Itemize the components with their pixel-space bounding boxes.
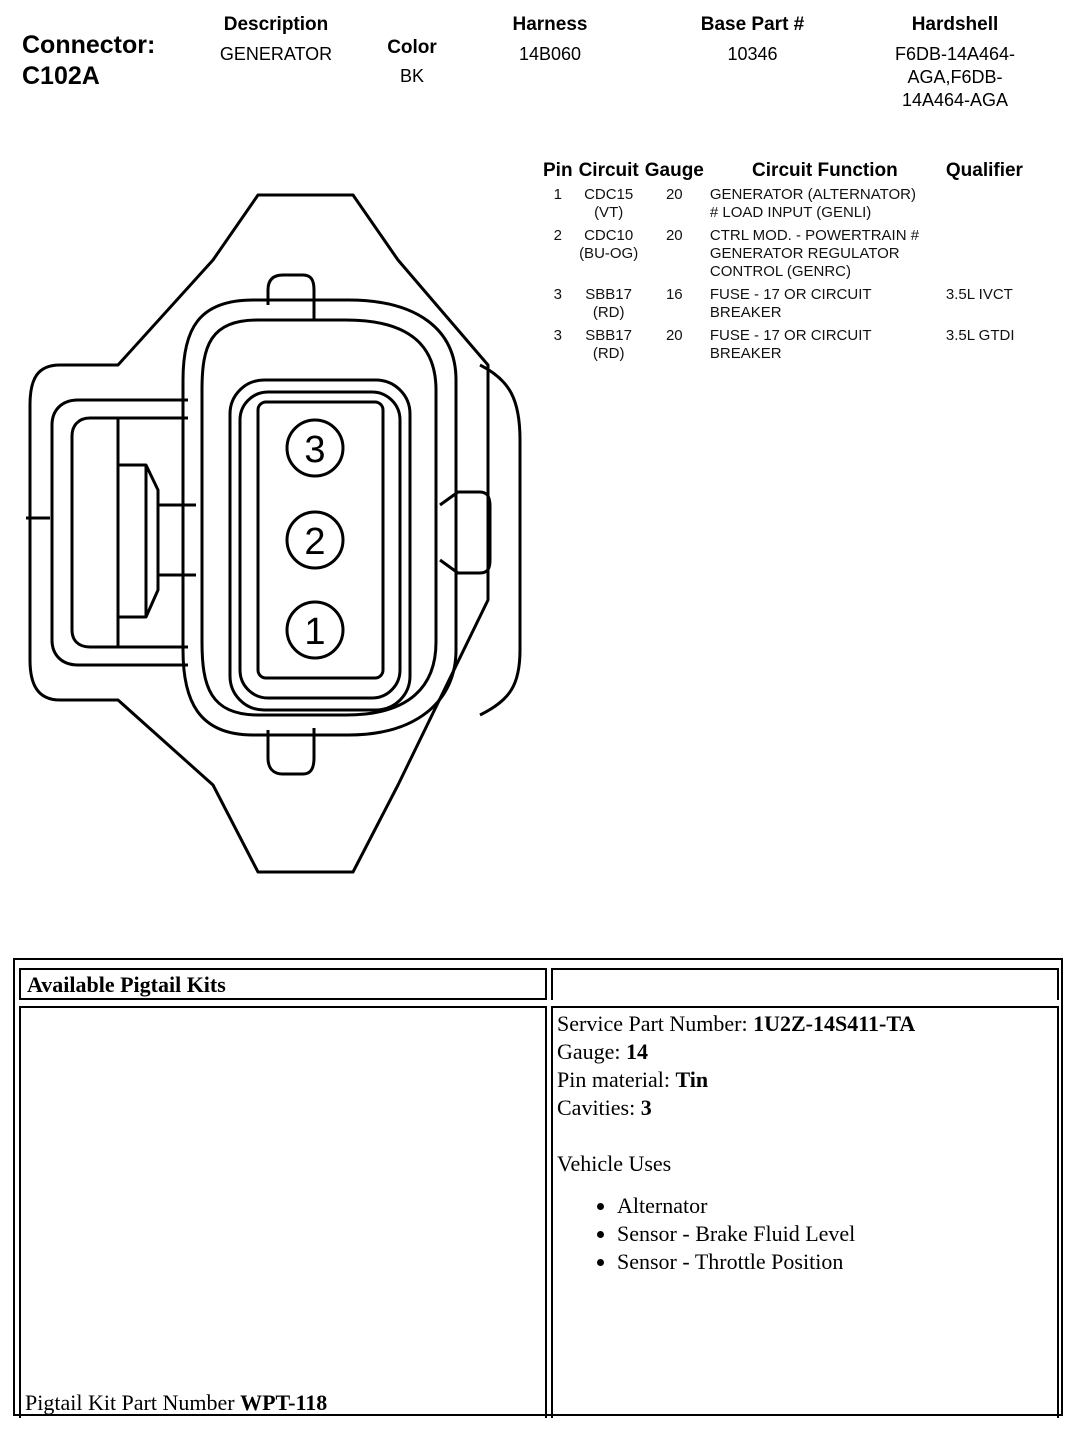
col-qualifier: Qualifier	[945, 160, 1023, 181]
col-circuit: Circuit	[578, 160, 639, 181]
connector-right-bump	[480, 365, 520, 715]
hardshell-line-1: F6DB-14A464-	[894, 44, 1016, 64]
service-part-label: Service Part Number:	[557, 1011, 748, 1036]
list-item: • Sensor - Throttle Position	[617, 1248, 1053, 1276]
function-line: BREAKER	[709, 345, 782, 362]
pigtail-details-cell	[551, 1006, 1059, 1418]
qualifier-cell: 3.5L GTDI	[945, 327, 1015, 344]
pigtail-kits-table	[13, 958, 1063, 1416]
pin-3-label: 3	[304, 429, 326, 471]
pin-number: 3	[553, 286, 562, 303]
circuit-color: (BU-OG)	[579, 245, 639, 262]
function-line: FUSE - 17 OR CIRCUIT	[709, 327, 872, 344]
gauge-cell: 16	[665, 286, 683, 303]
pigtail-kit-part	[25, 1390, 327, 1416]
description-column	[196, 13, 356, 66]
function-cell	[707, 186, 943, 227]
col-circuit-function: Circuit Function	[752, 160, 898, 181]
gauge-cell: 20	[665, 186, 683, 203]
harness-column	[480, 13, 620, 66]
gauge-label: Gauge:	[557, 1039, 621, 1064]
function-cell	[707, 327, 943, 368]
top-key	[268, 275, 314, 320]
circuit-id: SBB17	[585, 327, 632, 344]
hardshell-line-2: AGA,F6DB-	[907, 67, 1003, 87]
function-line: FUSE - 17 OR CIRCUIT	[709, 286, 872, 303]
color-value: BK	[399, 66, 424, 86]
col-pin: Pin	[543, 160, 573, 181]
table-row	[540, 327, 1026, 368]
circuit-color: (RD)	[592, 304, 625, 321]
pin-number: 2	[553, 227, 562, 244]
pin-1-label: 1	[304, 611, 326, 653]
base-part-value: 10346	[727, 44, 778, 64]
cavities-row	[557, 1094, 1053, 1122]
pin-number: 3	[553, 327, 562, 344]
circuit-cell	[576, 227, 642, 286]
pigtail-kit-part-value: WPT-118	[240, 1390, 328, 1415]
pin-material-row	[557, 1066, 1053, 1094]
description-heading: Description	[223, 14, 329, 35]
pin-table-header	[540, 160, 1026, 186]
circuit-id: SBB17	[585, 286, 632, 303]
cavities-value: 3	[640, 1095, 652, 1120]
latch-tab	[118, 465, 158, 617]
function-line: # LOAD INPUT (GENLI)	[709, 204, 872, 221]
function-line: GENERATOR REGULATOR	[709, 245, 900, 262]
pin-material-label: Pin material:	[557, 1067, 671, 1092]
pin-material-value: Tin	[675, 1067, 709, 1092]
list-item: • Sensor - Brake Fluid Level	[617, 1220, 1053, 1248]
table-row	[540, 227, 1026, 286]
function-cell	[707, 227, 943, 286]
connector-id: C102A	[22, 62, 100, 90]
hardshell-line-3: 14A464-AGA	[901, 90, 1009, 110]
circuit-cell	[576, 327, 642, 368]
service-part-value: 1U2Z-14S411-TA	[753, 1011, 916, 1036]
gauge-cell: 20	[665, 327, 683, 344]
table-row	[540, 286, 1026, 327]
cavities-label: Cavities:	[557, 1095, 636, 1120]
housing-outline-1	[183, 300, 456, 735]
circuit-id: CDC10	[584, 227, 634, 244]
pigtail-kit-cell	[19, 1006, 547, 1418]
right-key	[440, 492, 490, 573]
connector-heading	[22, 30, 155, 92]
gauge-row	[557, 1038, 1053, 1066]
gauge-value: 14	[626, 1039, 649, 1064]
table-row	[540, 186, 1026, 227]
pin-number: 1	[553, 186, 562, 203]
circuit-color: (VT)	[594, 204, 624, 221]
base-part-heading: Base Part #	[700, 14, 805, 35]
function-line: CONTROL (GENRC)	[709, 263, 851, 280]
base-part-column	[670, 13, 835, 66]
function-line: CTRL MOD. - POWERTRAIN #	[709, 227, 920, 244]
circuit-cell	[576, 286, 642, 327]
pin-table	[540, 160, 1026, 368]
vehicle-uses-label: Vehicle Uses	[557, 1151, 672, 1176]
color-heading: Color	[387, 37, 437, 58]
pin-2-label: 2	[304, 521, 326, 563]
pigtail-kits-title: Available Pigtail Kits	[19, 968, 547, 1000]
gauge-cell: 20	[665, 227, 683, 244]
hardshell-column	[870, 13, 1040, 112]
connector-label: Connector:	[22, 31, 156, 59]
qualifier-cell	[943, 227, 1026, 286]
function-line: BREAKER	[709, 304, 782, 321]
harness-heading: Harness	[512, 14, 588, 35]
circuit-color: (RD)	[592, 345, 625, 362]
vehicle-uses-list	[557, 1192, 1053, 1276]
circuit-id: CDC15	[584, 186, 634, 203]
latch-frame-inner	[72, 418, 188, 647]
qualifier-cell: 3.5L IVCT	[945, 286, 1013, 303]
harness-value: 14B060	[518, 44, 582, 64]
circuit-cell	[576, 186, 642, 227]
description-value: GENERATOR	[219, 44, 333, 64]
service-part-row	[557, 1010, 1053, 1038]
color-column	[362, 36, 462, 88]
col-gauge: Gauge	[644, 160, 704, 181]
pigtail-kits-title-spacer	[551, 968, 1059, 1000]
list-item: • Alternator	[617, 1192, 1053, 1220]
connector-face-drawing	[18, 180, 528, 890]
function-cell	[707, 286, 943, 327]
pigtail-kit-part-label: Pigtail Kit Part Number	[25, 1390, 235, 1415]
function-line: GENERATOR (ALTERNATOR)	[709, 186, 917, 203]
qualifier-cell	[943, 186, 1026, 227]
hardshell-heading: Hardshell	[911, 14, 999, 35]
